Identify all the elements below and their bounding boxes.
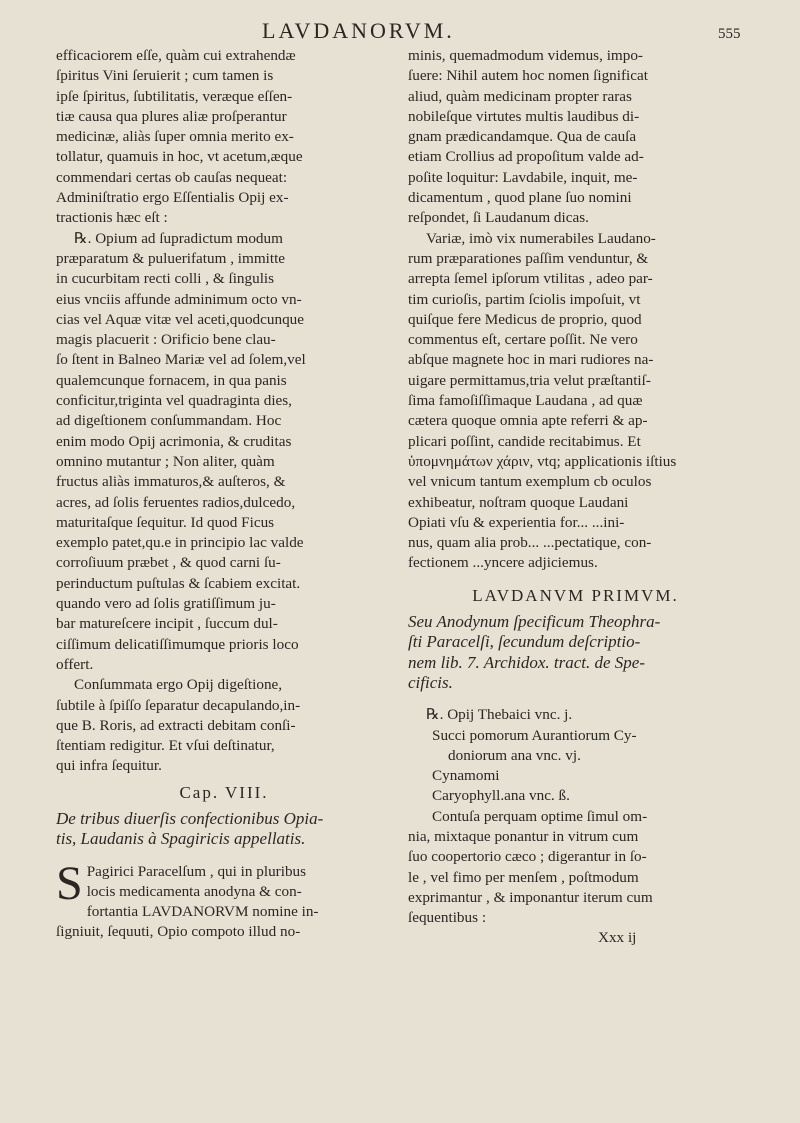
text-line: nobileſque virtutes multis laudibus di-: [408, 107, 640, 125]
text-line: Opiati vſu & experientia for... ...ini-: [408, 513, 625, 531]
chapter-title-line: De tribus diuerſis confectionibus Opia-: [56, 808, 324, 828]
section-title-line: cificis.: [408, 672, 453, 692]
text-line: tollatur, quamuis in hoc, vt acetum,æque: [56, 148, 303, 166]
left-column: [56, 46, 392, 943]
text-line: tiæ causa qua plures aliæ proſperantur: [56, 107, 287, 125]
text-line: enim modo Opij acrimonia, & cruditas: [56, 432, 292, 450]
text-line: Contuſa perquam optime ſimul om-: [432, 807, 648, 825]
text-line: ſuo coopertorio cæco ; digerantur in ſo-: [408, 848, 647, 866]
text-line: conficitur,triginta vel quadraginta dies,: [56, 392, 292, 410]
running-head: [0, 18, 800, 48]
text-line: corroſiuum præbet , & quod carni ſu-: [56, 554, 281, 572]
text-line: locis medicamenta anodyna & con-: [86, 882, 302, 900]
text-line: Variæ, imò vix numerabiles Laudano-: [426, 229, 656, 247]
text-line: eius vnciis affunde adminimum octo vn-: [56, 290, 302, 308]
text-line: magis placuerit : Orificio bene clau-: [56, 331, 276, 349]
text-line: ciſſimum delicatiſſimumque prioris loco: [56, 635, 299, 653]
text-line: quando vero ad ſolis gratiſſimum ju-: [56, 595, 276, 613]
chapter-heading: Cap. VIII.: [179, 782, 269, 802]
right-column: [408, 46, 743, 949]
text-line: qualemcunque fornacem, in qua panis: [56, 371, 287, 389]
text-line: exhibeatur, noſtram quoque Laudani: [408, 493, 629, 511]
text-line: ℞. Opium ad ſupradictum modum: [74, 229, 283, 247]
text-line: minis, quemadmodum videmus, impo-: [408, 47, 643, 64]
text-line: qui infra ſequitur.: [56, 757, 162, 775]
text-line: ſigniuit, ſequuti, Opio compoto illud no-: [56, 923, 301, 941]
text-line: bar matureſcere incipit , ſuccum dul-: [56, 615, 278, 633]
paragraph-variae: [408, 229, 743, 574]
text-line: commendari certas ob cauſas nequeat:: [56, 168, 288, 186]
text-line: fortantia LAVDANORVM nomine in-: [86, 903, 319, 921]
text-line: ſubtile à ſpiſſo ſeparatur decapulando,in-: [56, 696, 301, 714]
text-line: vel vnicum tantum exemplum cb oculos: [408, 473, 652, 491]
text-line: gnam prædicandamque. Qua de cauſa: [408, 128, 637, 146]
text-line: ſtentiam redigitur. Et vſui deſtinatur,: [56, 737, 275, 755]
text-line: tractionis hæc eſt :: [56, 209, 168, 227]
catchword: Xxx ij: [598, 929, 637, 947]
text-line: ſo ſtent in Balneo Mariæ vel ad ſolem,vel: [56, 351, 306, 369]
text-line: perinductum puſtulas & ſcabiem excitat.: [56, 574, 301, 592]
text-line: reſpondet, ſi Laudanum dicas.: [408, 209, 589, 227]
text-line: le , vel fimo per menſem , poſtmodum: [408, 868, 639, 886]
paragraph-digestion: [56, 675, 392, 776]
text-line: nus, quam alia prob... ...pectatique, con-: [408, 534, 652, 552]
text-line: aliud, quàm medicinam propter raras: [408, 87, 632, 105]
section-heading: LAVDANVM PRIMVM.: [472, 585, 679, 605]
recipe-intro: ℞. Opij Thebaici vnc. j.: [426, 706, 573, 724]
text-line: ſpiritus Vini ſeruierit ; cum tamen is: [56, 67, 274, 85]
chapter-title: [56, 809, 392, 850]
text-line: ſuere: Nihil autem hoc nomen ſignificat: [408, 67, 648, 85]
paragraph-efficacy: [56, 46, 392, 229]
paragraph-laudabile: [408, 46, 743, 229]
text-line: arrepta ſemel ipſorum vtilitas , adeo par-: [408, 270, 653, 288]
text-line: exemplo patet,qu.e in principio lac valde: [56, 534, 304, 552]
section-title-line: nem lib. 7. Archidox. tract. de Spe-: [408, 652, 646, 672]
page-number: 555: [718, 26, 741, 42]
text-line: maturitaſque ſequitur. Id quod Ficus: [56, 513, 275, 531]
text-line: ipſe ſpiritus, ſubtilitatis, veræque eſſen-: [56, 87, 293, 105]
ingredient-line: Caryophyll.ana vnc. ß.: [432, 787, 570, 805]
text-line: tim curioſis, partim ſciolis impoſuit, vt: [408, 290, 641, 308]
text-line: offert.: [56, 655, 94, 673]
text-line: efficaciorem eſſe, quàm cui extrahendæ: [56, 47, 296, 64]
text-line: medicinæ, aliàs ſuper omnia merito ex-: [56, 128, 294, 146]
text-line: rum præparationes paſſim venduntur, &: [408, 249, 649, 267]
text-line: que B. Roris, ad extracti debitam conſi-: [56, 716, 296, 734]
text-line: ſima famoſiſſimaque Laudana , ad quæ: [408, 392, 643, 410]
text-line: cætera quoque omnia apte referri & ap-: [408, 412, 648, 430]
text-line: commentus eſt, certare poſſit. Ne vero: [408, 331, 638, 349]
recipe: [408, 705, 743, 806]
paragraph-contusa: [408, 807, 743, 929]
text-line: præparatum & puluerifatum , immitte: [56, 249, 286, 267]
text-line: ſequentibus :: [408, 909, 487, 927]
text-line: dicamentum , quod plane ſuo nomini: [408, 189, 632, 207]
ingredient-line: Succi pomorum Aurantiorum Cy-: [432, 726, 637, 744]
text-line: poſite loquitur: Lavdabile, inquit, me-: [408, 168, 638, 186]
section-title: [408, 612, 743, 693]
text-line: Pagirici Paracelſum , qui in pluribus: [86, 862, 307, 880]
text-line: Adminiſtratio ergo Eſſentialis Opij ex-: [56, 189, 289, 207]
text-line: exprimantur , & imponantur iterum cum: [408, 888, 653, 906]
section-title-line: ſti Paracelſi, ſecundum deſcriptio-: [408, 632, 641, 652]
text-line: nia, mixtaque ponantur in vitrum cum: [408, 827, 639, 845]
text-line: quiſque fere Medicus de proprio, quod: [408, 310, 642, 328]
text-line: etiam Crollius ad propoſitum valde ad-: [408, 148, 644, 166]
text-line: omnino mutantur ; Non aliter, quàm: [56, 452, 275, 470]
text-line: ὑπομνημάτων χάριν, vtq; applicationis iſtius: [408, 452, 677, 470]
section-title-line: Seu Anodynum ſpecificum Theophra-: [408, 612, 661, 632]
text-line: plicari poſſint, candide recitabimus. Et: [408, 432, 641, 450]
chapter-title-line: tis, Laudanis à Spagiricis appellatis.: [56, 829, 306, 849]
text-line: acres, ad ſolis feruentes radios,dulcedo,: [56, 493, 296, 511]
text-line: uigare permittamus,tria velut præſtantiſ-: [408, 371, 651, 389]
text-line: ad digeſtionem conſummandam. Hoc: [56, 412, 282, 430]
text-line: Conſummata ergo Opij digeſtione,: [74, 676, 283, 694]
paragraph-opium-recipe: [56, 229, 392, 676]
drop-cap: S: [56, 856, 83, 910]
text-line: in cucurbitam recti colli , & ſingulis: [56, 270, 275, 288]
ingredient-line: doniorum ana vnc. vj.: [448, 746, 581, 764]
ingredient-line: Cynamomi: [432, 767, 500, 785]
running-title: LAVDANORVM.: [262, 18, 455, 43]
text-line: fructus aliàs immaturos,& auſteros, &: [56, 473, 286, 491]
text-line: cias vel Aquæ vitæ vel aceti,quodcunque: [56, 310, 305, 328]
text-line: abſque magnete hoc in mari rudiores na-: [408, 351, 654, 369]
text-line: fectionem ...yncere adjiciemus.: [408, 554, 598, 572]
paragraph-spagirici: [56, 856, 392, 943]
